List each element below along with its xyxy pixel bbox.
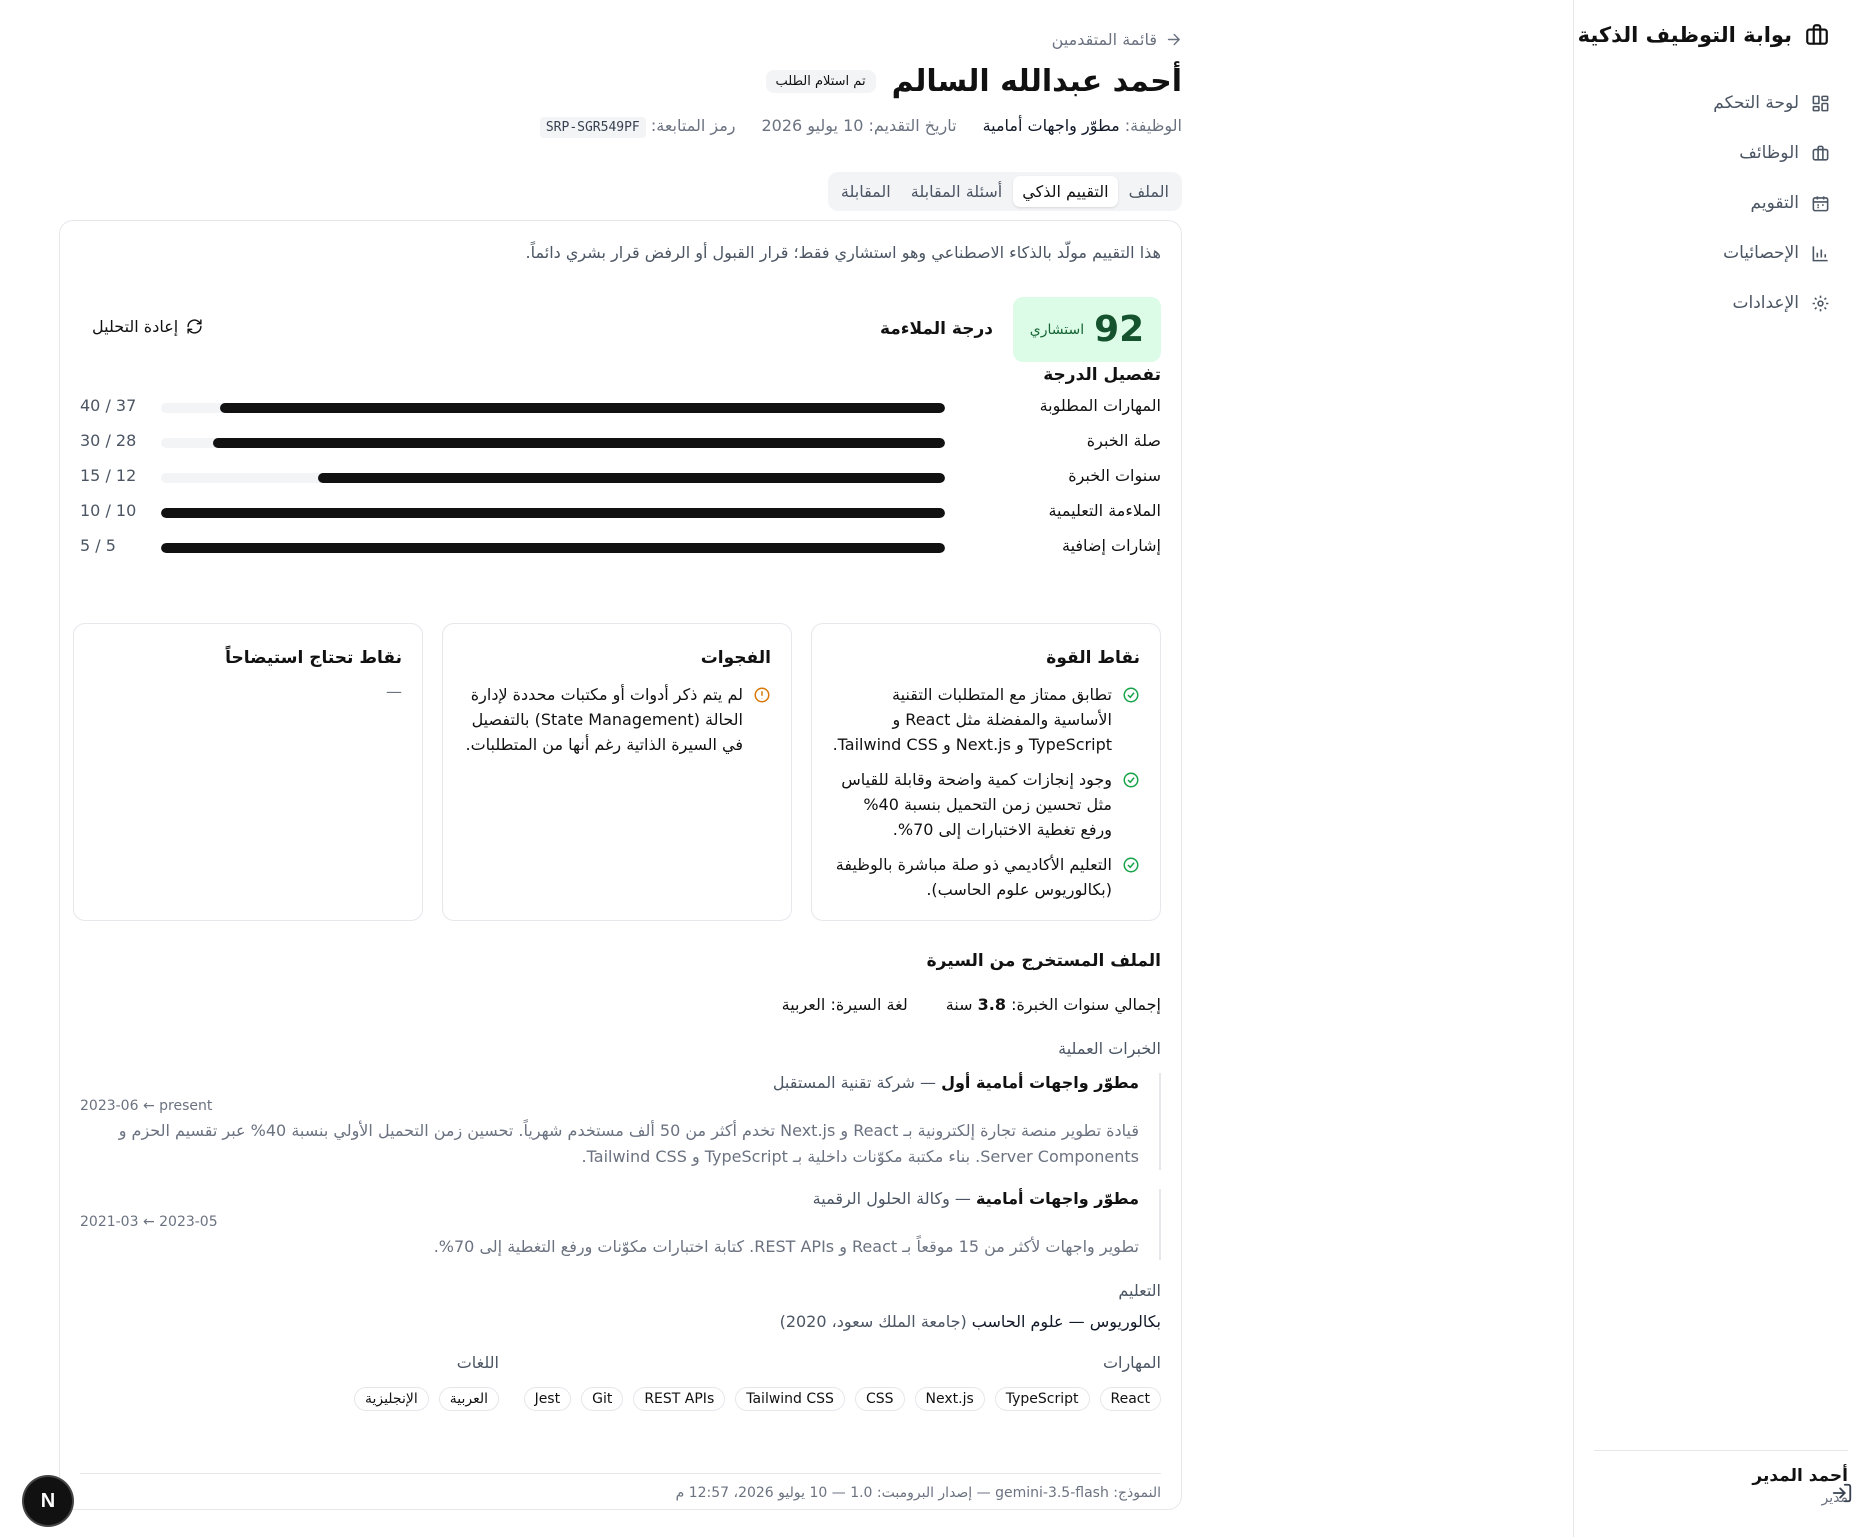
date-label: تاريخ التقديم: <box>868 116 957 135</box>
check-circle-icon <box>1122 856 1140 874</box>
clarify-box <box>73 623 423 921</box>
tabs <box>828 172 1182 211</box>
breakdown-fill <box>161 543 945 553</box>
check-circle-icon <box>1122 686 1140 704</box>
education-section <box>80 1281 1161 1331</box>
tab-interview-questions[interactable]: أسئلة المقابلة <box>910 182 1003 201</box>
years-value: 3.8 <box>977 995 1006 1014</box>
breakdown-fill <box>220 403 945 413</box>
refresh-icon <box>186 318 203 335</box>
profile-title: الملف المستخرج من السيرة <box>926 951 1161 971</box>
sidebar-item-jobs[interactable] <box>1713 128 1830 178</box>
experience-title-line <box>80 1073 1139 1092</box>
code-meta <box>540 116 736 135</box>
lang-label: لغة السيرة: <box>830 995 908 1014</box>
experience-description: تطوير واجهات لأكثر من 15 موقعاً بـ React و REST APIs. كتابة اختبارات مكوّنات ورفع التغطية إلى 70%. <box>433 1237 1139 1256</box>
gear-icon <box>1811 294 1830 313</box>
breakdown-track <box>161 508 945 518</box>
next-dev-indicator[interactable]: N <box>24 1477 72 1525</box>
breakdown-value: 15 / 12 <box>80 466 137 485</box>
languages-list <box>354 1387 499 1411</box>
breakdown-value: 30 / 28 <box>80 431 137 450</box>
skill-chip: TypeScript <box>995 1387 1090 1411</box>
breakdown-label: الملاءمة التعليمية <box>1048 501 1161 520</box>
skill-chip: Jest <box>524 1387 572 1411</box>
resume-language <box>782 995 908 1014</box>
job-value: مطوّر واجهات أمامية <box>982 116 1120 135</box>
breakdown-row <box>80 533 1161 563</box>
status-badge: تم استلام الطلب <box>766 70 876 93</box>
footer-divider <box>80 1473 1161 1474</box>
breakdown-row <box>80 498 1161 528</box>
breakdown-fill <box>213 438 945 448</box>
briefcase-icon <box>1804 22 1830 48</box>
experience-item <box>80 1189 1161 1260</box>
ai-disclaimer: هذا التقييم مولّد بالذكاء الاصطناعي وهو استشاري فقط؛ قرار القبول أو الرفض قرار بشري دائماً. <box>525 243 1161 262</box>
breakdown-track <box>161 438 945 448</box>
clarify-empty: — <box>386 682 402 701</box>
experience-role: مطوّر واجهات أمامية <box>975 1189 1139 1208</box>
sidebar <box>1573 0 1868 1537</box>
check-circle-icon <box>1122 771 1140 789</box>
lang-value: العربية <box>781 995 826 1014</box>
arrow-right-icon <box>1165 31 1182 48</box>
language-chip: العربية <box>439 1387 499 1411</box>
profile-summary <box>80 995 1161 1014</box>
profile-section <box>80 951 1161 971</box>
gaps-box <box>442 623 792 921</box>
breakdown-row <box>80 463 1161 493</box>
strength-text: التعليم الأكاديمي ذو صلة مباشرة بالوظيفة (بكالوريوس علوم الحاسب). <box>835 855 1112 899</box>
back-label: قائمة المتقدمين <box>1051 30 1157 49</box>
skills-list <box>524 1387 1161 1411</box>
breakdown-label: إشارات إضافية <box>1061 536 1161 555</box>
experience-description: قيادة تطوير منصة تجارة إلكترونية بـ React و Next.js تخدم أكثر من 50 ألف مستخدم شهرياً. تحسين زمن التحميل الأولي بنسبة 40% عبر تقسيم الحزم و Server Components. بناء مكتبة مكوّنات داخلية بـ TypeScript و Tailwind CSS. <box>118 1121 1139 1166</box>
breakdown-title: تفصيل الدرجة <box>1043 365 1161 385</box>
chart-icon <box>1811 244 1830 263</box>
reanalyze-label: إعادة التحليل <box>92 317 179 336</box>
years-label: إجمالي سنوات الخبرة: <box>1011 995 1161 1014</box>
strengths-box <box>811 623 1161 921</box>
skill-chip: CSS <box>855 1387 905 1411</box>
briefcase-icon <box>1811 144 1830 163</box>
strength-text: وجود إنجازات كمية واضحة وقابلة للقياس مثل تحسين زمن التحميل بنسبة 40% ورفع تغطية الاختبارات إلى 70%. <box>841 770 1112 839</box>
gap-item <box>463 682 771 757</box>
breakdown-label: المهارات المطلوبة <box>1039 396 1161 415</box>
sidebar-item-label: التقويم <box>1750 193 1799 213</box>
sidebar-item-dashboard[interactable] <box>1713 78 1830 128</box>
experience-item <box>80 1073 1161 1170</box>
years-of-experience <box>946 995 1161 1014</box>
fit-score: 92 <box>1094 309 1145 350</box>
breakdown-label: سنوات الخبرة <box>1068 466 1161 485</box>
tracking-code: SRP-SGR549PF <box>540 117 646 138</box>
experience-company: — شركة تقنية المستقبل <box>772 1073 936 1092</box>
sidebar-divider <box>1594 1450 1848 1451</box>
evaluation-card <box>59 220 1182 1510</box>
user-role: مدير <box>1821 1490 1848 1506</box>
sidebar-item-stats[interactable] <box>1713 228 1830 278</box>
language-chip: الإنجليزية <box>354 1387 429 1411</box>
skill-chip: Next.js <box>915 1387 985 1411</box>
sidebar-item-calendar[interactable] <box>1713 178 1830 228</box>
sidebar-item-label: الإحصائيات <box>1723 243 1799 263</box>
experience-role: مطوّر واجهات أمامية أول <box>941 1073 1139 1092</box>
clarify-title: نقاط تحتاج استيضاحاً <box>225 648 402 668</box>
breakdown-fill <box>318 473 945 483</box>
breakdown-fill <box>161 508 945 518</box>
breakdown-value: 5 / 5 <box>80 536 116 555</box>
sidebar-item-label: لوحة التحكم <box>1713 93 1799 113</box>
score-tag: استشاري <box>1029 321 1085 338</box>
brand[interactable] <box>1578 22 1830 48</box>
back-link[interactable] <box>1052 30 1182 49</box>
sidebar-item-settings[interactable] <box>1713 278 1830 328</box>
alert-circle-icon <box>753 686 771 704</box>
years-unit: سنة <box>945 995 973 1014</box>
skill-chip: Git <box>581 1387 623 1411</box>
user-name: أحمد المدير <box>1752 1466 1848 1486</box>
job-meta <box>983 116 1182 135</box>
experience-heading <box>80 1039 1161 1058</box>
score-label: درجة الملاءمة <box>879 319 993 339</box>
candidate-meta <box>540 116 1182 135</box>
breakdown-row <box>80 428 1161 458</box>
sidebar-item-label: الإعدادات <box>1732 293 1799 313</box>
experience-title-line <box>80 1189 1139 1208</box>
strength-item <box>832 852 1140 902</box>
gap-text: لم يتم ذكر أدوات أو مكتبات محددة لإدارة الحالة (State Management) بالتفصيل في السيرة الذاتية رغم أنها من المتطلبات. <box>465 685 743 754</box>
breakdown-value: 40 / 37 <box>80 396 137 415</box>
sidebar-item-label: الوظائف <box>1739 143 1799 163</box>
brand-title: بوابة التوظيف الذكية <box>1577 23 1792 47</box>
breakdown-label: صلة الخبرة <box>1086 431 1161 450</box>
languages-title: اللغات <box>456 1353 499 1372</box>
education-entry <box>80 1312 1161 1331</box>
date-value: 10 يوليو 2026 <box>761 116 864 135</box>
logout-button[interactable] <box>1829 1482 1853 1506</box>
job-label: الوظيفة: <box>1124 116 1182 135</box>
skill-chip: Tailwind CSS <box>735 1387 845 1411</box>
logout-icon <box>1831 1482 1853 1504</box>
tab-interview[interactable]: المقابلة <box>840 182 891 201</box>
date-meta <box>761 116 956 135</box>
experience-title: الخبرات العملية <box>1058 1039 1161 1058</box>
skills-title: المهارات <box>1102 1353 1161 1372</box>
strengths-title: نقاط القوة <box>1046 648 1140 668</box>
education-title: التعليم <box>1118 1281 1161 1300</box>
skill-chip: React <box>1100 1387 1161 1411</box>
page-title: أحمد عبدالله السالم <box>891 64 1182 99</box>
title-row <box>766 64 1183 99</box>
breakdown-track <box>161 403 945 413</box>
strength-text: تطابق ممتاز مع المتطلبات التقنية الأساسية والمفضلة مثل React و TypeScript و Next.js و Tailwind CSS. <box>832 685 1112 754</box>
strength-item <box>832 682 1140 757</box>
breakdown-track <box>161 473 945 483</box>
tab-profile[interactable]: الملف <box>1128 182 1169 201</box>
calendar-icon <box>1811 194 1830 213</box>
code-label: رمز المتابعة: <box>650 116 736 135</box>
strength-item <box>832 767 1140 842</box>
dashboard-icon <box>1811 94 1830 113</box>
education-detail: (جامعة الملك سعود، 2020) <box>779 1312 967 1331</box>
breakdown-row <box>80 393 1161 423</box>
experience-dates: 2021-03 ← 2023-05 <box>80 1214 218 1230</box>
experience-company: — وكالة الحلول الرقمية <box>812 1189 971 1208</box>
experience-dates: 2023-06 ← present <box>80 1098 213 1114</box>
breakdown-value: 10 / 10 <box>80 501 137 520</box>
sidebar-nav <box>1713 78 1830 328</box>
breakdown-track <box>161 543 945 553</box>
tab-ai-evaluation[interactable]: التقييم الذكي <box>1013 176 1117 207</box>
score-box <box>1013 297 1161 362</box>
education-degree: بكالوريوس — علوم الحاسب <box>971 1312 1161 1331</box>
reanalyze-button[interactable] <box>92 317 203 336</box>
model-info: النموذج: gemini-3.5-flash — إصدار البرومبت: 1.0 — 10 يوليو 2026، 12:57 م <box>675 1485 1161 1501</box>
gaps-title: الفجوات <box>700 648 771 668</box>
skill-chip: REST APIs <box>633 1387 725 1411</box>
